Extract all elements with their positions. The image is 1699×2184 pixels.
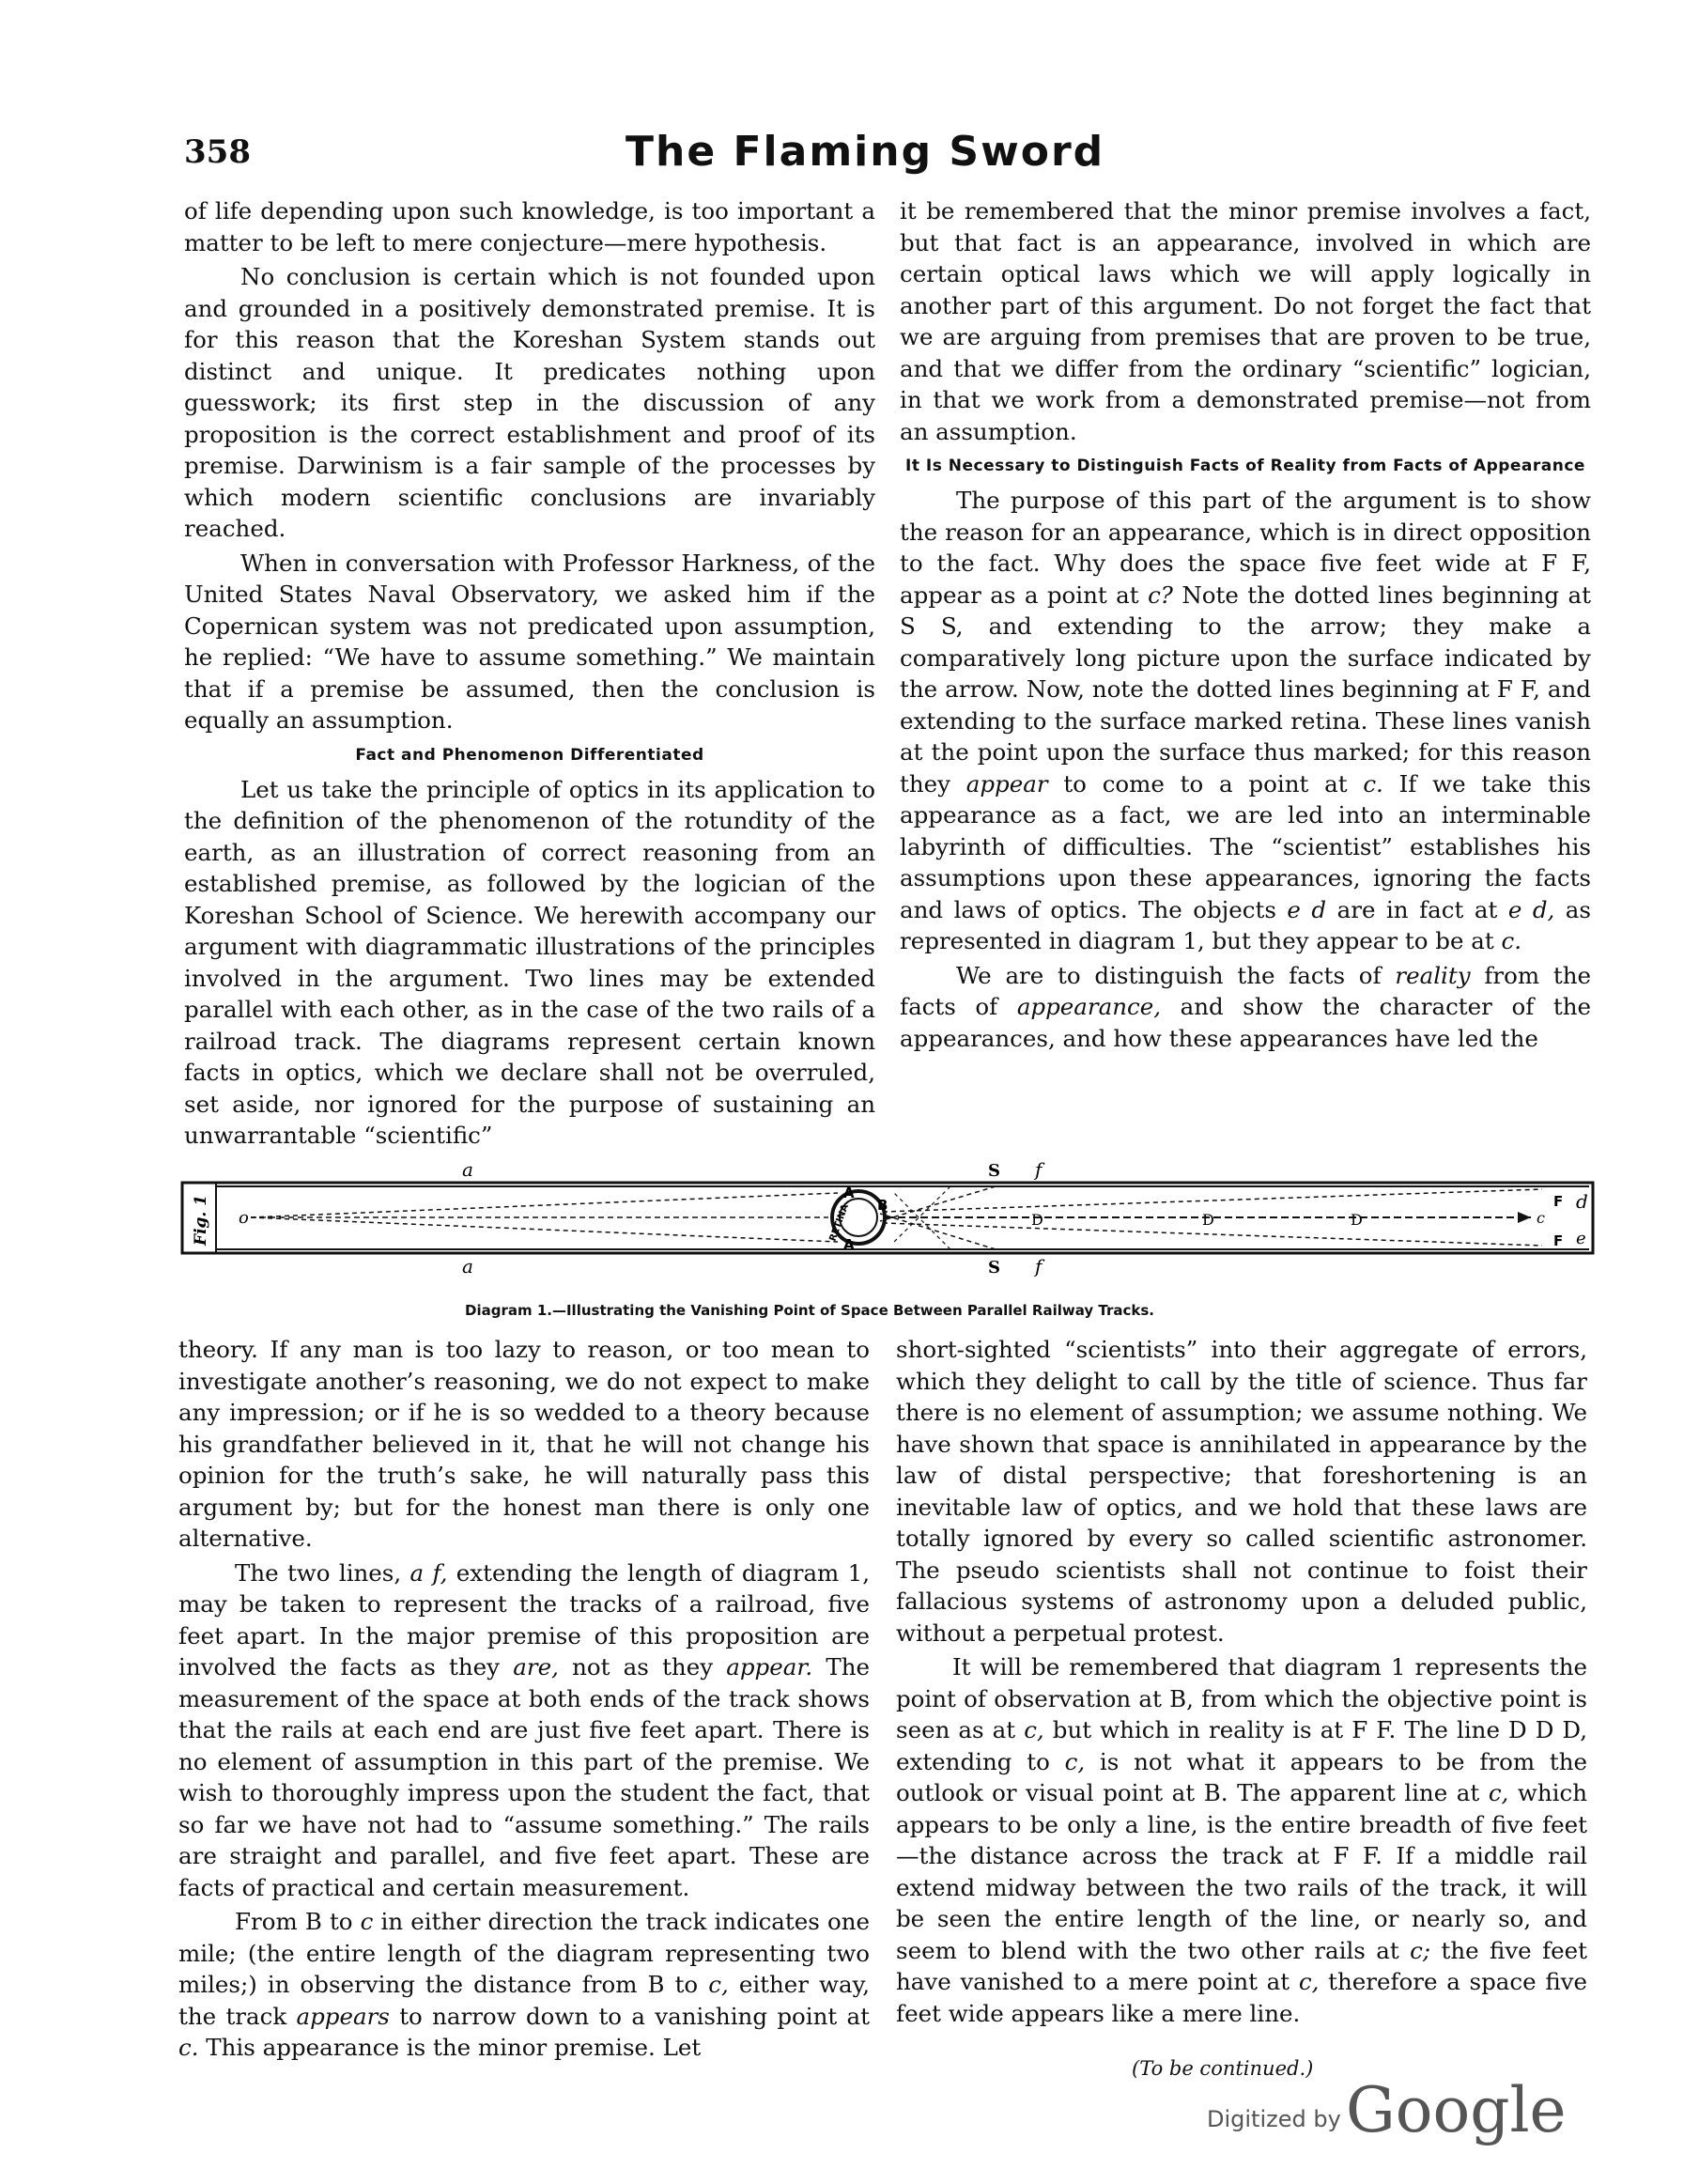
label-s-bottom: S bbox=[988, 1258, 1000, 1278]
watermark-text: Digitized by bbox=[1207, 2106, 1341, 2132]
paragraph: It will be remembered that diagram 1 represents the point of observation at B, from which the objective point is seen as at c, but which in reality is at F F. The line D D D, extending to c, is not what it appears to be from the outlook or visual point at B. The apparent line at c, which appears to be only a line, is the entire breadth of five feet—the distance across the track at F F. If a middle rail extend midway between the two rails of the track, it will be seen the entire length of the line, or nearly so, and seem to blend with the two other rails at c; the five feet have vanished to a mere point at c, therefore a space five feet wide appears like a mere line. bbox=[896, 1653, 1588, 2027]
paragraph: No conclusion is certain which is not founded upon and grounded in a positively demonstrated premise. It is for this reason that the Koreshan System stands out distinct and unique. It predicates nothing upon guesswork; its first step in the discussion of any proposition is the correct establishment and proof of its premise. Darwinism is a fair sample of the processes by which modern scientific conclusions are invariably reached. bbox=[184, 263, 875, 542]
label-A-bottom: A bbox=[843, 1236, 855, 1253]
label-c: c bbox=[1537, 1209, 1545, 1227]
digitized-watermark bbox=[1207, 2074, 1601, 2146]
label-F-top: F bbox=[1553, 1193, 1564, 1210]
paragraph: theory. If any man is too lazy to reason, or too mean to investigate another’s reasoning, we do not expect to make any impression; or if he is so wedded to a theory because his grandfather believed in it, that he will not change his opinion for the truth’s sake, he will naturally pass this argument by; but for the honest man there is only one alternative. bbox=[178, 1336, 870, 1552]
paragraph: Let us take the principle of optics in its application to the definition of the phenomenon of the rotundity of the earth, as an illustration of correct reasoning from an established premise, as followed by the logician of the Koreshan School of Science. We herewith accompany our argument with diagrammatic illustrations of the principles involved in the argument. Two lines may be extended parallel with each other, as in the case of the two rails of a railroad track. The diagrams represent certain known facts in optics, which we declare shall not be overruled, set aside, nor ignored for the purpose of sustaining an unwarrantable “scientific” bbox=[184, 775, 875, 1149]
label-retina: RETINA bbox=[827, 1202, 851, 1244]
diagram-1 bbox=[180, 1148, 1597, 1319]
label-d: d bbox=[1576, 1190, 1588, 1213]
label-o: o bbox=[239, 1208, 249, 1228]
label-B: B bbox=[877, 1197, 888, 1214]
label-f-top: f bbox=[1035, 1158, 1043, 1181]
column-bottom-left bbox=[178, 1334, 870, 2064]
paragraph: When in conversation with Professor Harkness, of the United States Naval Observatory, we asked him if the Copernican system was not predicated upon assumption, he replied: “We have to assume something.” We maintain that if a premise be assumed, then the conclusion is equally an assumption. bbox=[184, 549, 875, 734]
google-logo: Google bbox=[1346, 2074, 1567, 2146]
column-top-left bbox=[184, 195, 875, 1152]
label-e: e bbox=[1576, 1229, 1586, 1248]
column-top-right bbox=[900, 195, 1591, 1054]
diagram-drawing bbox=[180, 1148, 1597, 1298]
paragraph: From B to c in either direction the track indicates one mile; (the entire length of the diagram representing two miles;) in observing the distance from B to c, either way, the track appears to narrow down to a vanishing point at c. This appearance is the minor premise. Let bbox=[178, 1908, 871, 2061]
page-header bbox=[184, 128, 1593, 184]
page-number: 358 bbox=[184, 133, 251, 171]
label-A-top: A bbox=[843, 1185, 855, 1201]
paragraph: of life depending upon such knowledge, is too important a matter to be left to mere conjecture—mere hypothesis. bbox=[184, 197, 875, 256]
to-be-continued: (To be continued.) bbox=[1132, 2057, 1314, 2080]
label-D1: D bbox=[1031, 1211, 1043, 1229]
label-s-top: S bbox=[988, 1161, 1000, 1181]
paragraph: short-sighted “scientists” into their aggregate of errors, which they delight to call by the title of science. Thus far there is no element of assumption; we assume nothing. We have shown that space is annihilated in appearance by the law of distal perspective; that foreshortening is an inevitable law of optics, and we hold that these laws are totally ignored by every so called scientific astronomer. The pseudo scientists shall not continue to foist their fallacious systems of astronomy upon a deluded public, without a perpetual protest. bbox=[896, 1336, 1587, 1647]
label-a-bottom: a bbox=[462, 1255, 473, 1278]
label-a-top: a bbox=[462, 1158, 473, 1181]
section-heading: It Is Necessary to Distinguish Facts of Reality from Facts of Appearance bbox=[905, 457, 1585, 475]
label-D3: D bbox=[1351, 1211, 1363, 1229]
label-D2: D bbox=[1202, 1211, 1214, 1229]
column-bottom-right bbox=[896, 1334, 1587, 2029]
paragraph: The two lines, a f, extending the length of diagram 1, may be taken to represent the tracks of a railroad, five feet apart. In the major premise of this proposition are involved the facts as they are, not as they appear. The measurement of the space at both ends of the track shows that the rails at each end are just five feet apart. There is no element of assumption in this part of the premise. We wish to thoroughly impress upon the student the fact, that so far we have not had to “assume something.” The rails are straight and parallel, and five feet apart. These are facts of practical and certain measurement. bbox=[178, 1558, 870, 1901]
figure-caption: Diagram 1.—Illustrating the Vanishing Point of Space Between Parallel Railway Tracks. bbox=[465, 1302, 1154, 1319]
label-F-bottom: F bbox=[1553, 1232, 1564, 1249]
paragraph: it be remembered that the minor premise involves a fact, but that fact is an appearance, involved in which are certain optical laws which we will apply logically in another part of this argument. Do not forget the fact that we are arguing from premises that are proven to be true, and that we differ from the ordinary “scientific” logician, in that we work from a demonstrated premise—not from an assumption. bbox=[900, 197, 1591, 445]
paragraph: We are to distinguish the facts of reality from the facts of appearance, and show the character of the appearances, and how these appearances have led the bbox=[900, 961, 1591, 1052]
label-f-bottom: f bbox=[1035, 1255, 1043, 1278]
running-title: The Flaming Sword bbox=[626, 128, 1105, 176]
paragraph: The purpose of this part of the argument is to show the reason for an appearance, which is in direct opposition to the fact. Why does the space five feet wide at F F, appear as a point at c? Note the dotted lines beginning at S S, and extending to the arrow; they make a comparatively long picture upon the surface indicated by the arrow. Now, note the dotted lines beginning at F F, and extending to the surface marked retina. These lines vanish at the point upon the surface thus marked; for this reason they appear to come to a point at c. If we take this appearance as a fact, we are led into an interminable labyrinth of difficulties. The “scientist” establishes his assumptions upon these appearances, ignoring the facts and laws of optics. The objects e d are in fact at e d, as represented in diagram 1, but they appear to be at c. bbox=[900, 487, 1591, 954]
fig-label: Fig. 1 bbox=[192, 1194, 210, 1246]
section-heading: Fact and Phenomenon Differentiated bbox=[355, 745, 704, 765]
